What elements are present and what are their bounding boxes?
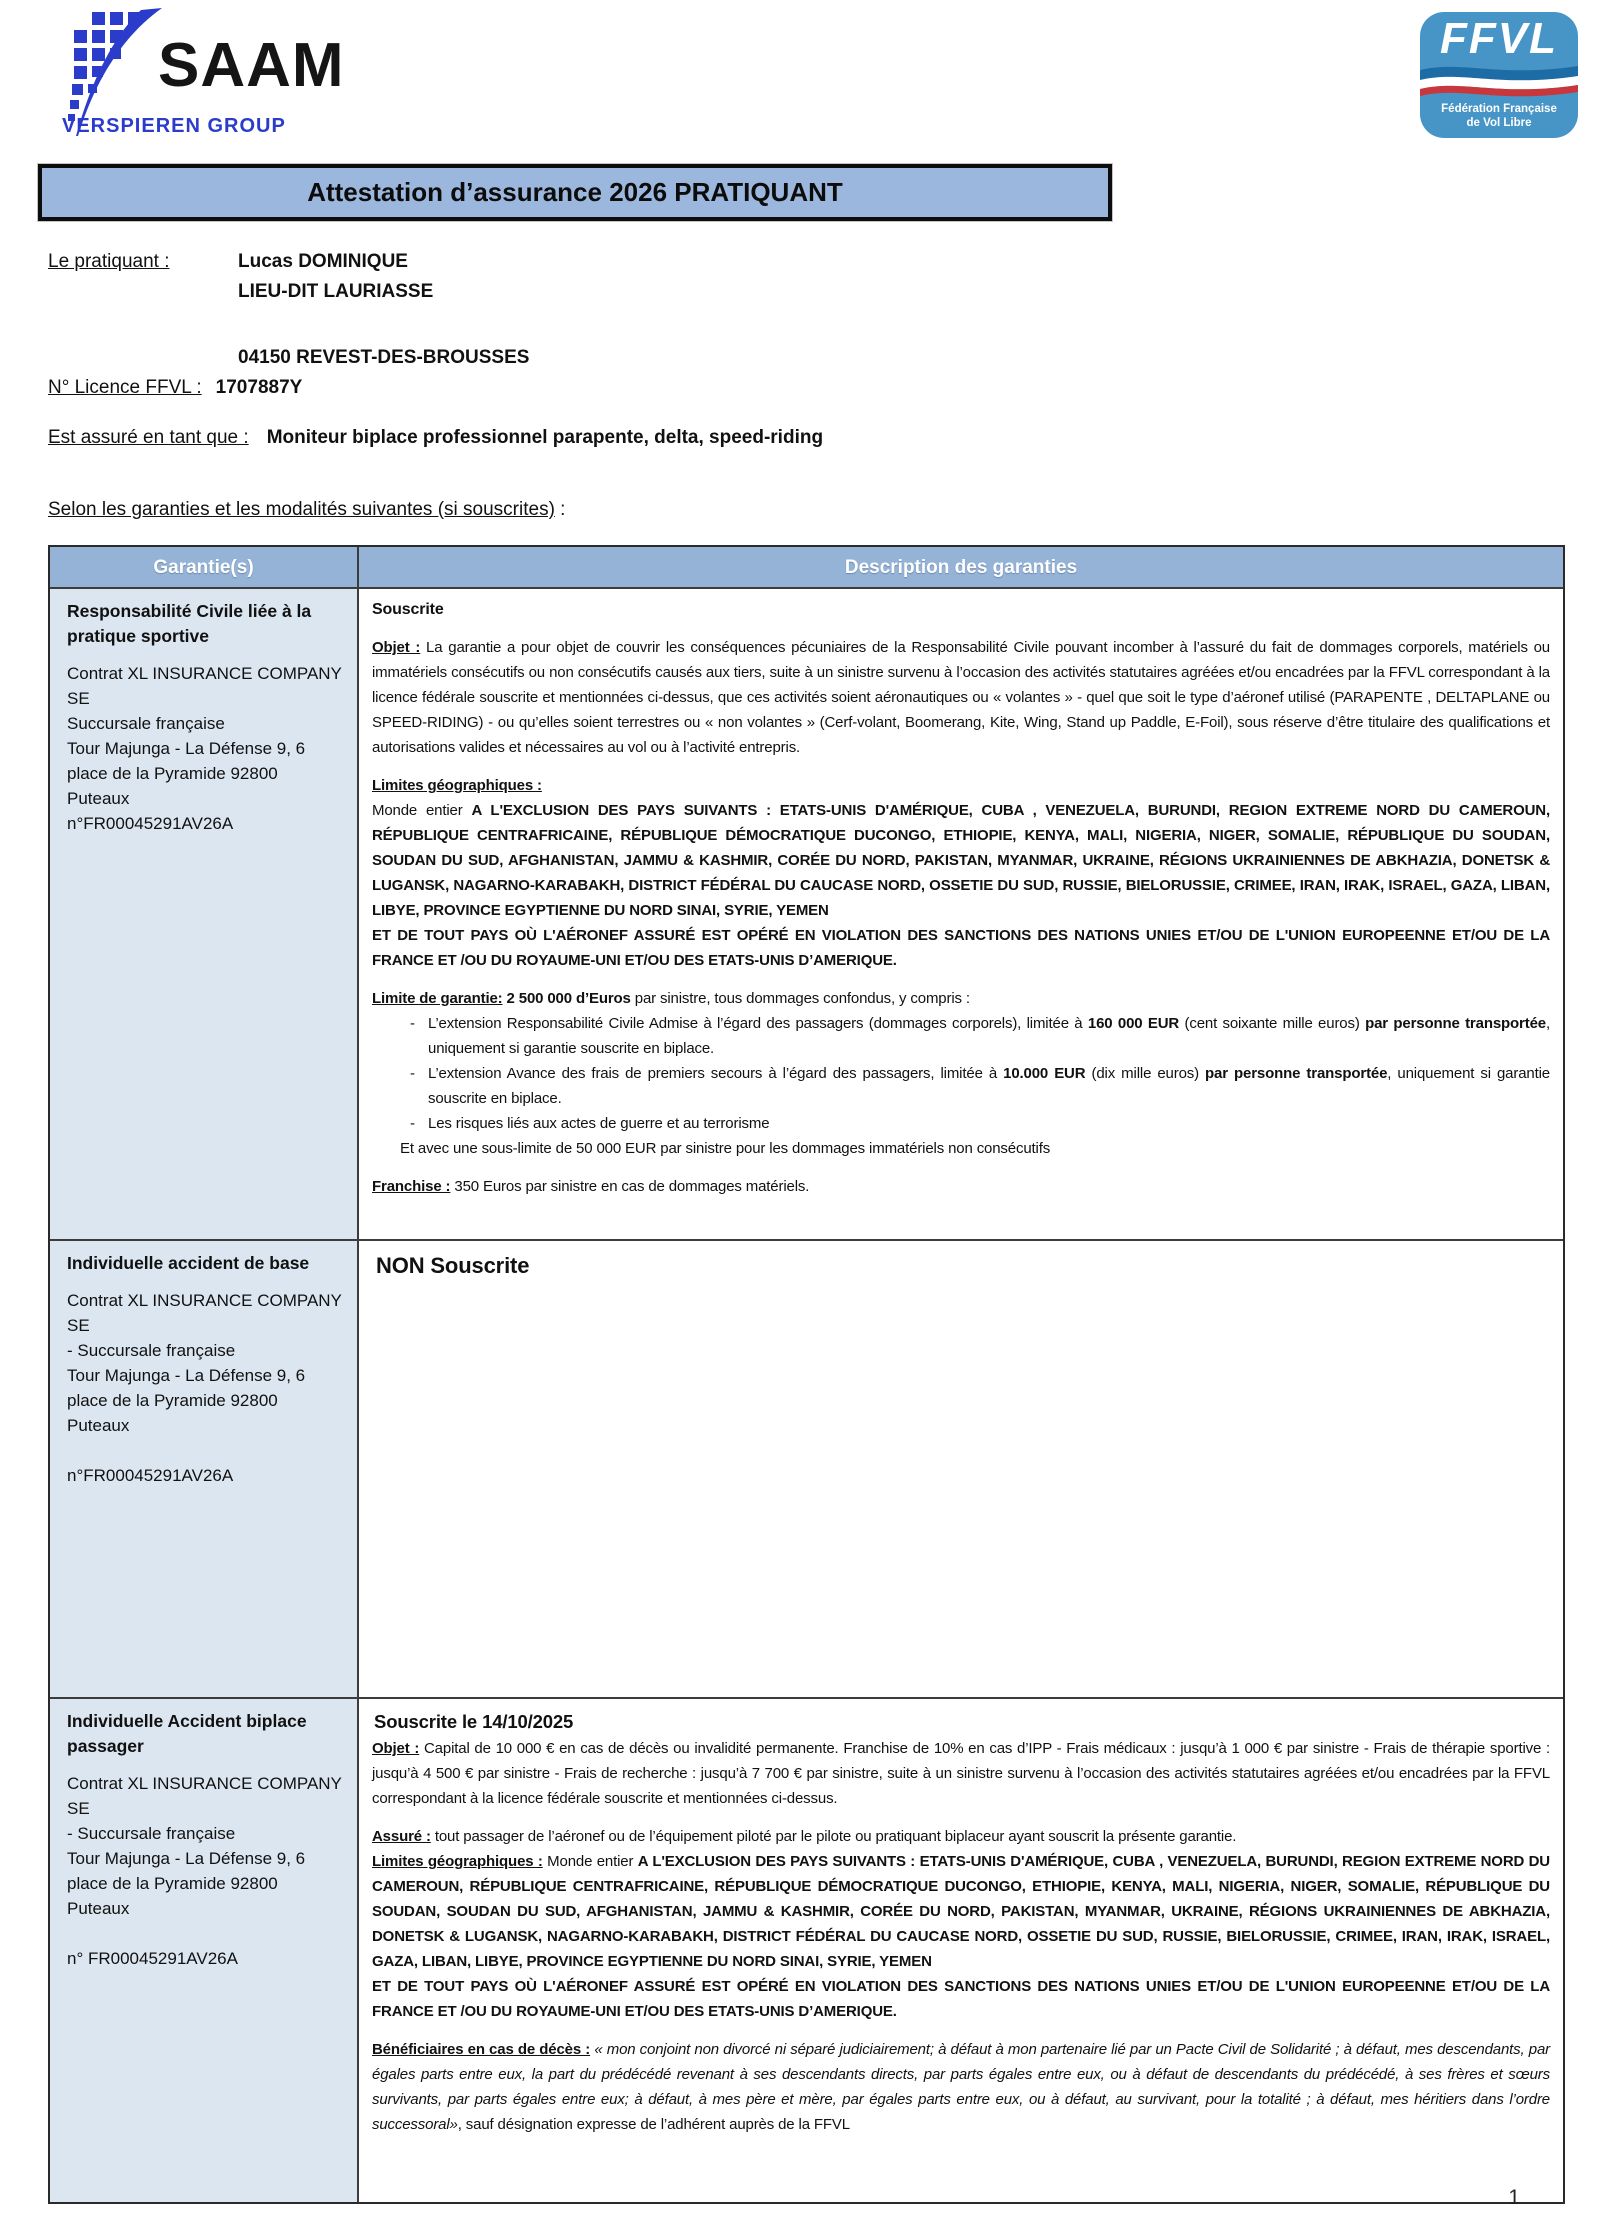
contract-detail-line: Contrat XL INSURANCE COMPANY SE <box>67 664 342 708</box>
text-run: 10.000 EUR <box>1003 1065 1086 1082</box>
description-block-p <box>372 986 1550 1011</box>
text-run: Souscrite le 14/10/2025 <box>374 1711 574 1732</box>
description-block-indent <box>372 1136 1550 1161</box>
guarantees-intro <box>48 495 1600 525</box>
text-run: Franchise : <box>372 1178 451 1195</box>
practitioner-section <box>48 247 1600 453</box>
contract-detail-line: Succursale française <box>67 714 225 733</box>
description-block-status <box>372 597 1550 622</box>
description-block-p <box>372 1174 1550 1199</box>
text-run: tout passager de l’aéronef ou de l’équipement piloté par le pilote ou pratiquant biplaceur ayant souscrit la présente garantie. <box>430 1828 1237 1845</box>
description-block-bullet <box>372 1061 1550 1111</box>
description-block-pt <box>372 1849 1550 1974</box>
ffvl-waves-icon <box>1420 62 1578 102</box>
page-header <box>0 0 1600 150</box>
guarantees-table <box>48 545 1565 2204</box>
contract-detail-line <box>67 1921 342 1946</box>
contract-detail-line: - Succursale française <box>67 1824 236 1843</box>
description-block-pt <box>372 1974 1550 2024</box>
contract-detail-line: Tour Majunga - La Défense 9, 6 place de la Pyramide 92800 Puteaux <box>67 1366 306 1435</box>
page-number: 1 <box>1508 2186 1520 2209</box>
guarantees-intro-text: Selon les garanties et les modalités suivantes (si souscrites) <box>48 499 555 520</box>
text-run: A L'EXCLUSION DES PAYS SUIVANTS : ETATS-UNIS D'AMÉRIQUE, CUBA , VENEZUELA, BURUNDI, REGION EXTREME NORD DU CAMEROUN, RÉPUBLIQUE CENTRAFRICAINE, RÉPUBLIQUE DÉMOCRATIQUE DUCONGO, ETHIOPIE, KENYA, MALI, NIGERIA, NIGER, SOMALIE, RÉPUBLIQUE DU SOUDAN, SOUDAN DU SUD, AFGHANISTAN, JAMMU & KASHMIR, CORÉE DU NORD, PAKISTAN, MYANMAR, UKRAINE, RÉGIONS UKRAINIENNES DE ABKHAZIA, DONETSK & LUGANSK, NAGARNO-KARABAKH, DISTRICT FÉDÉRAL DU CAUCASE NORD, OSSETIE DU SUD, RUSSIE, BIELORUSSIE, CRIMEE, IRAN, IRAK, ISRAEL, GAZA, LIBAN, LIBYE, PROVINCE EGYPTIENNE DU NORD SINAI, SYRIE, YEMEN <box>372 1853 1550 1970</box>
guarantee-cell <box>50 1241 359 1697</box>
attestation-title: Attestation d’assurance 2026 PRATIQUANT <box>307 177 843 207</box>
guarantee-title: Responsabilité Civile liée à la pratique sportive <box>67 601 312 646</box>
contract-detail-line: Tour Majunga - La Défense 9, 6 place de la Pyramide 92800 Puteaux <box>67 739 306 808</box>
text-run: Monde entier <box>542 1853 638 1870</box>
insured-as-value: Moniteur biplace professionnel parapente, delta, speed-riding <box>266 427 824 448</box>
text-run: Bénéficiaires en cas de décès : <box>372 2041 591 2058</box>
guarantee-title: Individuelle Accident biplace passager <box>67 1711 307 1756</box>
table-header-description: Description des garanties <box>359 547 1563 587</box>
text-run: Assuré : <box>372 1828 431 1845</box>
text-run: 2 500 000 d’Euros <box>506 990 631 1007</box>
description-block-bullet <box>372 1111 1550 1136</box>
insured-as-line <box>48 423 1600 453</box>
ffvl-caption-line2: de Vol Libre <box>1466 117 1532 129</box>
text-run: Les risques liés aux actes de guerre et au terrorisme <box>428 1115 770 1132</box>
table-row-individuelle-accident-biplace <box>50 1697 1563 2202</box>
text-run: ET DE TOUT PAYS OÙ L'AÉRONEF ASSURÉ EST OPÉRÉ EN VIOLATION DES SANCTIONS DES NATIONS UNIES ET/OU DE L'UNION EUROPEENNE ET/OU DE LA FRANCE ET /OU DU ROYAUME-UNI ET/OU DES ETATS-UNIS D’AMERIQUE. <box>372 927 1550 969</box>
saam-wordmark: SAAM <box>158 31 345 100</box>
guarantee-title: Individuelle accident de base <box>67 1253 310 1273</box>
contract-detail-line: Contrat XL INSURANCE COMPANY SE <box>67 1774 342 1818</box>
text-run: (cent soixante mille euros) <box>1179 1015 1366 1032</box>
text-run: Objet : <box>372 639 421 656</box>
insured-as-label: Est assuré en tant que : <box>48 427 249 448</box>
guarantee-cell <box>50 589 359 1239</box>
description-block-p <box>372 635 1550 760</box>
saam-subtitle: VERSPIEREN GROUP <box>62 115 286 137</box>
table-row-responsabilite-civile <box>50 587 1563 1239</box>
license-line <box>48 373 1600 403</box>
ffvl-caption-line1: Fédération Française <box>1441 103 1557 115</box>
description-block-pt <box>372 1736 1550 1811</box>
license-number: 1707887Y <box>215 377 303 398</box>
description-block-p <box>372 2037 1550 2137</box>
ffvl-logo <box>1420 12 1578 138</box>
description-block-pt <box>372 923 1550 973</box>
text-run: , uniquement si garantie souscrite en biplace. <box>428 1065 1550 1107</box>
text-run: Limites géographiques : <box>372 1853 543 1870</box>
text-run: La garantie a pour objet de couvrir les conséquences pécuniaires de la Responsabilité Civile pouvant incomber à l’assuré du fait de dommages corporels, matériels ou immatériels consécutifs ou non consécutifs causés aux tiers, suite à un sinistre survenu à l’occasion des activités statutaires agréées et/ou encadrées par la FFVL correspondant à la licence fédérale souscrite et mentionnées ci-dessus, que ces activités soient aéronautiques ou « volantes » - quel que soit le type d’aéronef utilisé (PARAPENTE , DELTAPLANE ou SPEED-RIDING) - ou qu’elles soient terrestres ou « non volantes » (Cerf-volant, Boomerang, Kite, Wing, Stand up Paddle, E-Foil), sous réserve d’être titulaire des qualifications et autorisations valides et nécessaires au vol ou à l’activité entrepris. <box>372 639 1551 756</box>
description-cell <box>359 1241 1563 1697</box>
text-run: 350 Euros par sinistre en cas de dommages matériels. <box>450 1178 810 1195</box>
text-run: Limites géographiques : <box>372 777 542 794</box>
text-run: (dix mille euros) <box>1085 1065 1206 1082</box>
text-run: L’extension Responsabilité Civile Admise à l’égard des passagers (dommages corporels), limitée à <box>428 1015 1088 1032</box>
text-run: Capital de 10 000 € en cas de décès ou invalidité permanente. Franchise de 10% en cas d’IPP - Frais médicaux : jusqu’à 1 000 € par sinistre - Frais de thérapie sportive : jusqu’à 4 500 € par sinistre - Frais de recherche : jusqu’à 7 700 € par sinistre, suite à un sinistre survenu à l’occasion des activités statutaires agréées et/ou encadrées par la FFVL correspondant à la licence fédérale souscrite et mentionnées ci-dessus. <box>372 1740 1550 1807</box>
practitioner-address1: LIEU-DIT LAURIASSE <box>238 281 434 302</box>
ffvl-acronym: FFVL <box>1440 14 1558 63</box>
text-run: NON Souscrite <box>376 1253 530 1278</box>
guarantee-cell <box>50 1699 359 2202</box>
guarantee-contract-details <box>67 1288 342 1488</box>
text-run: , sauf désignation expresse de l’adhérent auprès de la FFVL <box>457 2116 850 2133</box>
table-row-individuelle-accident-base <box>50 1239 1563 1697</box>
text-run: Objet : <box>372 1740 420 1757</box>
practitioner-line <box>48 247 1600 277</box>
text-run: « mon conjoint non divorcé ni séparé judiciairement; à défaut à mon partenaire lié par un Pacte Civil de Solidarité ; à défaut, mes descendants, par égales parts entre eux, la part du prédécédé revenant à ses descendants directs, par parts égales entre eux, ou à défaut de descendants du prédécédé, à ses frères et sœurs survivants, par parts égales entre eux; à défaut, à mes père et mère, par égales parts entre eux, ou à défaut, au survivant, pour la totalité ; à défaut, mes héritiers dans l’ordre successoral» <box>372 2041 1550 2133</box>
description-block-status-lg <box>376 1253 1550 1278</box>
practitioner-label: Le pratiquant : <box>48 251 170 272</box>
text-run: Et avec une sous-limite de 50 000 EUR par sinistre pour les dommages immatériels non consécutifs <box>400 1140 1051 1157</box>
text-run: L’extension Avance des frais de premiers secours à l’égard des passagers, limitée à <box>428 1065 1004 1082</box>
description-block-bullet <box>372 1011 1550 1061</box>
table-header-garanties: Garantie(s) <box>50 547 359 587</box>
text-run: Monde entier <box>372 802 472 819</box>
license-label: N° Licence FFVL : <box>48 377 202 398</box>
contract-detail-line: n° FR00045291AV26A <box>67 1949 238 1968</box>
text-run: 160 000 EUR <box>1087 1015 1180 1032</box>
text-run: Limite de garantie: <box>372 990 503 1007</box>
ffvl-caption <box>1441 102 1557 130</box>
description-cell <box>359 589 1563 1239</box>
guarantee-contract-details <box>67 1771 342 1971</box>
guarantee-contract-details <box>67 661 342 836</box>
text-run: , uniquement si garantie souscrite en biplace. <box>428 1015 1550 1057</box>
contract-detail-line: - Succursale française <box>67 1341 236 1360</box>
text-run: par personne transportée <box>1365 1015 1546 1032</box>
description-block-status-md <box>374 1709 1550 1734</box>
text-run: par personne transportée <box>1205 1065 1388 1082</box>
attestation-title-bar <box>38 164 1112 221</box>
contract-detail-line: n°FR00045291AV26A <box>67 1466 234 1485</box>
practitioner-name: Lucas DOMINIQUE <box>238 251 408 272</box>
text-run: A L'EXCLUSION DES PAYS SUIVANTS : ETATS-UNIS D'AMÉRIQUE, CUBA , VENEZUELA, BURUNDI, REGION EXTREME NORD DU CAMEROUN, RÉPUBLIQUE CENTRAFRICAINE, RÉPUBLIQUE DÉMOCRATIQUE DUCONGO, ETHIOPIE, KENYA, MALI, NIGERIA, NIGER, SOMALIE, RÉPUBLIQUE DU SOUDAN, SOUDAN DU SUD, AFGHANISTAN, JAMMU & KASHMIR, CORÉE DU NORD, PAKISTAN, MYANMAR, UKRAINE, RÉGIONS UKRAINIENNES DE ABKHAZIA, DONETSK & LUGANSK, NAGARNO-KARABAKH, DISTRICT FÉDÉRAL DU CAUCASE NORD, OSSETIE DU SUD, RUSSIE, BIELORUSSIE, CRIMEE, IRAN, IRAK, ISRAEL, GAZA, LIBAN, LIBYE, PROVINCE EGYPTIENNE DU NORD SINAI, SYRIE, YEMEN <box>372 802 1551 919</box>
spacer <box>48 277 238 307</box>
guarantees-intro-colon: : <box>554 499 566 520</box>
practitioner-address-line2 <box>48 343 1600 373</box>
text-run: Souscrite <box>372 601 444 618</box>
contract-detail-line <box>67 1438 342 1463</box>
contract-detail-line: Tour Majunga - La Défense 9, 6 place de la Pyramide 92800 Puteaux <box>67 1849 306 1918</box>
practitioner-address2: 04150 REVEST-DES-BROUSSES <box>238 347 530 368</box>
text-run: ET DE TOUT PAYS OÙ L'AÉRONEF ASSURÉ EST OPÉRÉ EN VIOLATION DES SANCTIONS DES NATIONS UNIES ET/OU DE L'UNION EUROPEENNE ET/OU DE LA FRANCE ET /OU DU ROYAUME-UNI ET/OU DES ETATS-UNIS D’AMERIQUE. <box>372 1978 1550 2020</box>
description-block-pt <box>372 798 1550 923</box>
table-header-row <box>50 547 1563 587</box>
text-run: par sinistre, tous dommages confondus, y compris : <box>630 990 970 1007</box>
description-block-p <box>372 773 1550 798</box>
contract-detail-line: n°FR00045291AV26A <box>67 814 234 833</box>
description-cell <box>359 1699 1563 2202</box>
contract-detail-line: Contrat XL INSURANCE COMPANY SE <box>67 1291 342 1335</box>
spacer <box>48 343 238 373</box>
description-block-p <box>372 1824 1550 1849</box>
practitioner-address-line1 <box>48 277 1600 307</box>
saam-logo <box>58 8 345 138</box>
